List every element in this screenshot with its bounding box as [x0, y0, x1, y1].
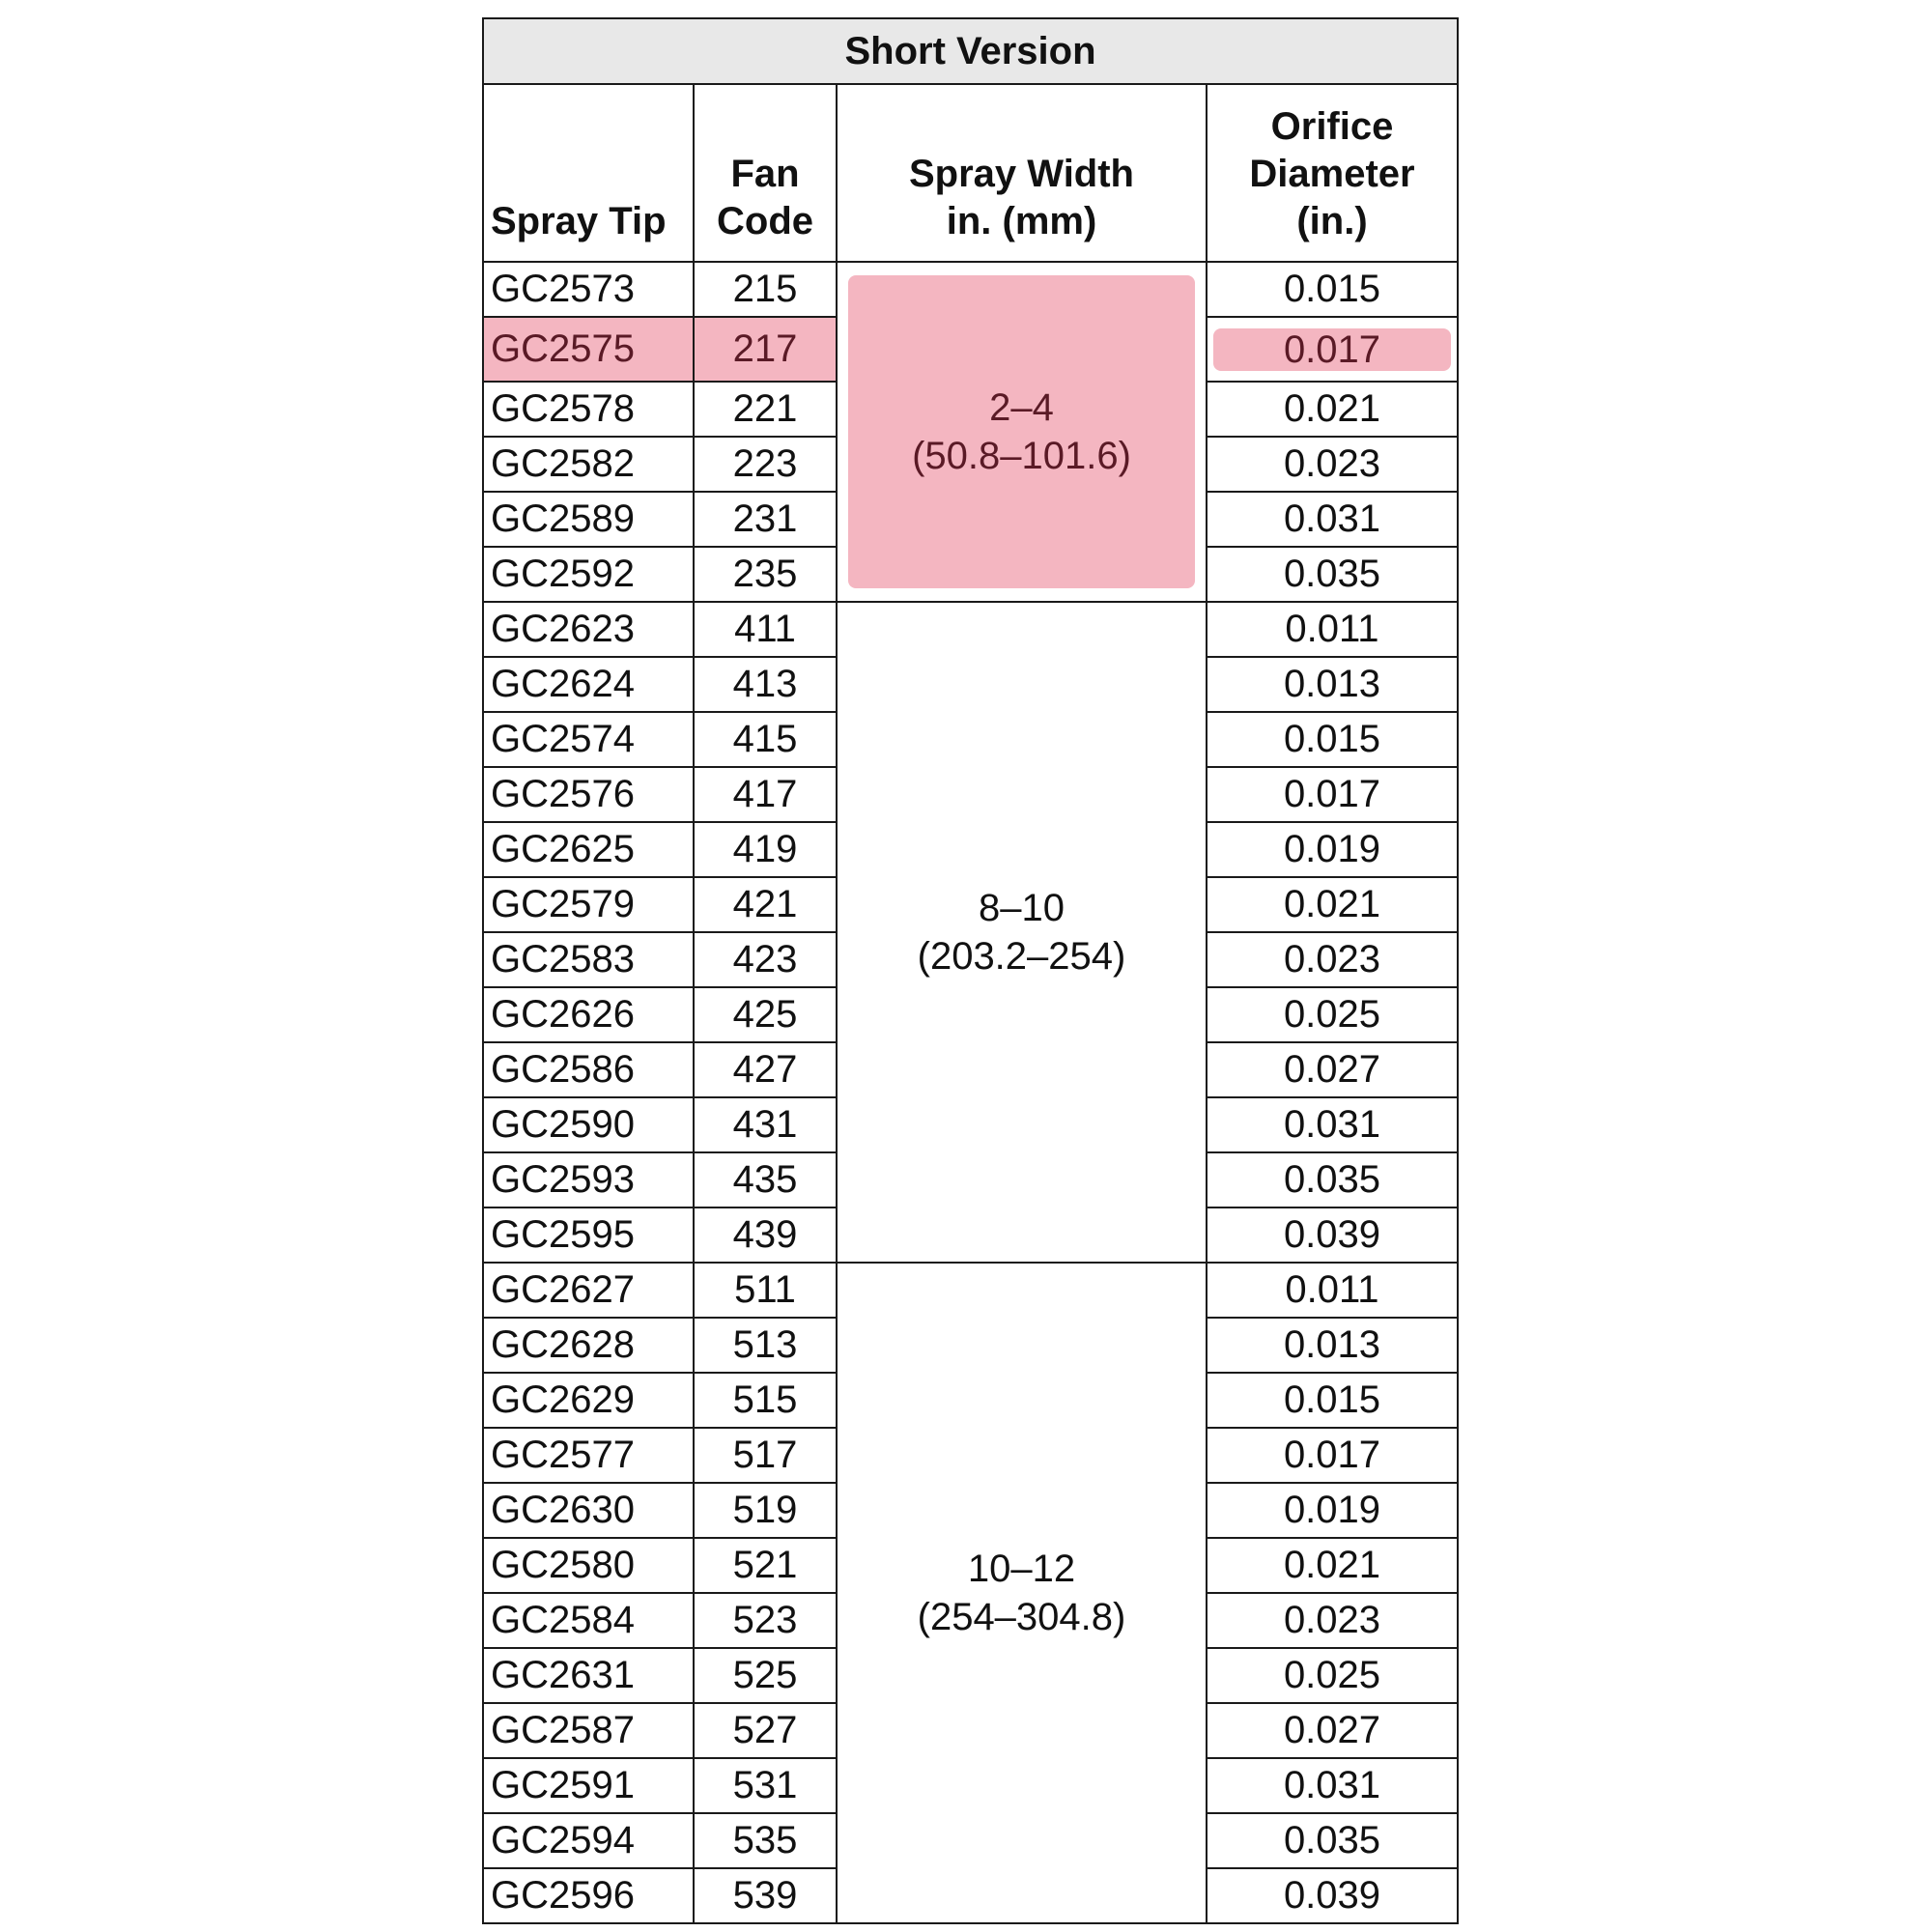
fan-code-cell: 421	[694, 877, 837, 932]
spray-tip-cell: GC2624	[483, 657, 694, 712]
fan-code-cell: 527	[694, 1703, 837, 1758]
orifice-diameter-cell: 0.015	[1207, 1373, 1458, 1428]
header-fan-code: Fan Code	[694, 84, 837, 262]
spray-tip-cell: GC2593	[483, 1152, 694, 1208]
orifice-diameter-cell: 0.023	[1207, 1593, 1458, 1648]
spray-tip-cell: GC2576	[483, 767, 694, 822]
spray-width-highlight	[848, 275, 1195, 588]
fan-code-cell: 417	[694, 767, 837, 822]
fan-code-cell: 517	[694, 1428, 837, 1483]
fan-code-cell: 415	[694, 712, 837, 767]
spray-tip-table-container	[482, 17, 1459, 1924]
fan-code-cell: 223	[694, 437, 837, 492]
fan-code-cell: 231	[694, 492, 837, 547]
spray-tip-cell: GC2590	[483, 1097, 694, 1152]
spray-tip-cell: GC2625	[483, 822, 694, 877]
spray-tip-cell: GC2592	[483, 547, 694, 602]
spray-tip-cell: GC2587	[483, 1703, 694, 1758]
orifice-diameter-cell: 0.023	[1207, 437, 1458, 492]
header-spray-tip: Spray Tip	[483, 84, 694, 262]
orifice-diameter-cell: 0.019	[1207, 822, 1458, 877]
orifice-diameter-cell: 0.039	[1207, 1868, 1458, 1923]
table-title: Short Version	[483, 18, 1458, 84]
spray-width-cell	[837, 1263, 1207, 1923]
orifice-diameter-cell: 0.011	[1207, 602, 1458, 657]
fan-code-cell: 539	[694, 1868, 837, 1923]
spray-tip-cell: GC2629	[483, 1373, 694, 1428]
table-row	[483, 262, 1458, 317]
fan-code-cell: 525	[694, 1648, 837, 1703]
fan-code-cell: 411	[694, 602, 837, 657]
orifice-diameter-cell: 0.039	[1207, 1208, 1458, 1263]
fan-code-cell: 519	[694, 1483, 837, 1538]
orifice-highlight: 0.017	[1213, 328, 1451, 371]
fan-code-cell: 423	[694, 932, 837, 987]
spray-width-inches: 10–12	[967, 1548, 1076, 1590]
spray-tip-cell: GC2595	[483, 1208, 694, 1263]
orifice-diameter-cell: 0.035	[1207, 547, 1458, 602]
fan-code-cell: 419	[694, 822, 837, 877]
spray-tip-cell: GC2577	[483, 1428, 694, 1483]
spray-tip-cell: GC2596	[483, 1868, 694, 1923]
spray-tip-cell: GC2627	[483, 1263, 694, 1318]
fan-code-cell: 535	[694, 1813, 837, 1868]
spray-tip-cell: GC2580	[483, 1538, 694, 1593]
orifice-diameter-cell: 0.031	[1207, 1758, 1458, 1813]
fan-code-cell: 215	[694, 262, 837, 317]
orifice-diameter-cell: 0.021	[1207, 382, 1458, 437]
orifice-diameter-cell: 0.035	[1207, 1152, 1458, 1208]
orifice-diameter-cell: 0.011	[1207, 1263, 1458, 1318]
spray-width-inches: 2–4	[989, 386, 1054, 429]
orifice-diameter-cell: 0.013	[1207, 657, 1458, 712]
fan-code-cell: 221	[694, 382, 837, 437]
fan-code-cell: 511	[694, 1263, 837, 1318]
orifice-diameter-cell: 0.021	[1207, 1538, 1458, 1593]
fan-code-cell: 531	[694, 1758, 837, 1813]
spray-width-inches: 8–10	[979, 887, 1065, 929]
orifice-diameter-cell: 0.013	[1207, 1318, 1458, 1373]
orifice-diameter-cell: 0.017	[1207, 1428, 1458, 1483]
spray-tip-cell: GC2591	[483, 1758, 694, 1813]
orifice-diameter-cell: 0.015	[1207, 262, 1458, 317]
orifice-diameter-cell: 0.019	[1207, 1483, 1458, 1538]
spray-tip-cell: GC2582	[483, 437, 694, 492]
spray-width-mm: (254–304.8)	[917, 1596, 1126, 1638]
orifice-diameter-cell: 0.031	[1207, 1097, 1458, 1152]
spray-tip-cell: GC2631	[483, 1648, 694, 1703]
fan-code-cell: 425	[694, 987, 837, 1042]
spray-width-mm: (203.2–254)	[917, 935, 1126, 978]
spray-tip-cell: GC2628	[483, 1318, 694, 1373]
spray-tip-cell: GC2578	[483, 382, 694, 437]
fan-code-cell: 217	[694, 317, 837, 382]
orifice-diameter-cell: 0.023	[1207, 932, 1458, 987]
header-orifice-diameter: Orifice Diameter (in.)	[1207, 84, 1458, 262]
spray-width-cell	[837, 602, 1207, 1263]
orifice-diameter-cell: 0.035	[1207, 1813, 1458, 1868]
orifice-diameter-cell: 0.025	[1207, 1648, 1458, 1703]
spray-tip-cell: GC2586	[483, 1042, 694, 1097]
spray-tip-cell: GC2594	[483, 1813, 694, 1868]
orifice-diameter-cell: 0.027	[1207, 1042, 1458, 1097]
fan-code-cell: 427	[694, 1042, 837, 1097]
orifice-diameter-cell: 0.015	[1207, 712, 1458, 767]
fan-code-cell: 413	[694, 657, 837, 712]
orifice-diameter-cell: 0.025	[1207, 987, 1458, 1042]
fan-code-cell: 523	[694, 1593, 837, 1648]
fan-code-cell: 439	[694, 1208, 837, 1263]
orifice-diameter-cell: 0.027	[1207, 1703, 1458, 1758]
spray-tip-cell: GC2626	[483, 987, 694, 1042]
table-row	[483, 1263, 1458, 1318]
spray-tip-cell: GC2579	[483, 877, 694, 932]
orifice-diameter-cell: 0.017	[1207, 767, 1458, 822]
spray-tip-cell: GC2630	[483, 1483, 694, 1538]
spray-tip-cell: GC2573	[483, 262, 694, 317]
fan-code-cell: 435	[694, 1152, 837, 1208]
fan-code-cell: 515	[694, 1373, 837, 1428]
table-row	[483, 602, 1458, 657]
spray-width-mm: (50.8–101.6)	[912, 435, 1131, 477]
spray-tip-table	[482, 17, 1459, 1924]
table-body	[483, 262, 1458, 1923]
fan-code-cell: 513	[694, 1318, 837, 1373]
orifice-diameter-cell: 0.021	[1207, 877, 1458, 932]
orifice-diameter-cell	[1207, 317, 1458, 382]
spray-tip-cell: GC2584	[483, 1593, 694, 1648]
spray-tip-cell: GC2589	[483, 492, 694, 547]
fan-code-cell: 235	[694, 547, 837, 602]
fan-code-cell: 521	[694, 1538, 837, 1593]
spray-width-cell	[837, 262, 1207, 602]
fan-code-cell: 431	[694, 1097, 837, 1152]
spray-tip-cell: GC2583	[483, 932, 694, 987]
spray-tip-cell: GC2623	[483, 602, 694, 657]
spray-tip-cell: GC2575	[483, 317, 694, 382]
header-spray-width: Spray Width in. (mm)	[837, 84, 1207, 262]
spray-tip-cell: GC2574	[483, 712, 694, 767]
orifice-diameter-cell: 0.031	[1207, 492, 1458, 547]
